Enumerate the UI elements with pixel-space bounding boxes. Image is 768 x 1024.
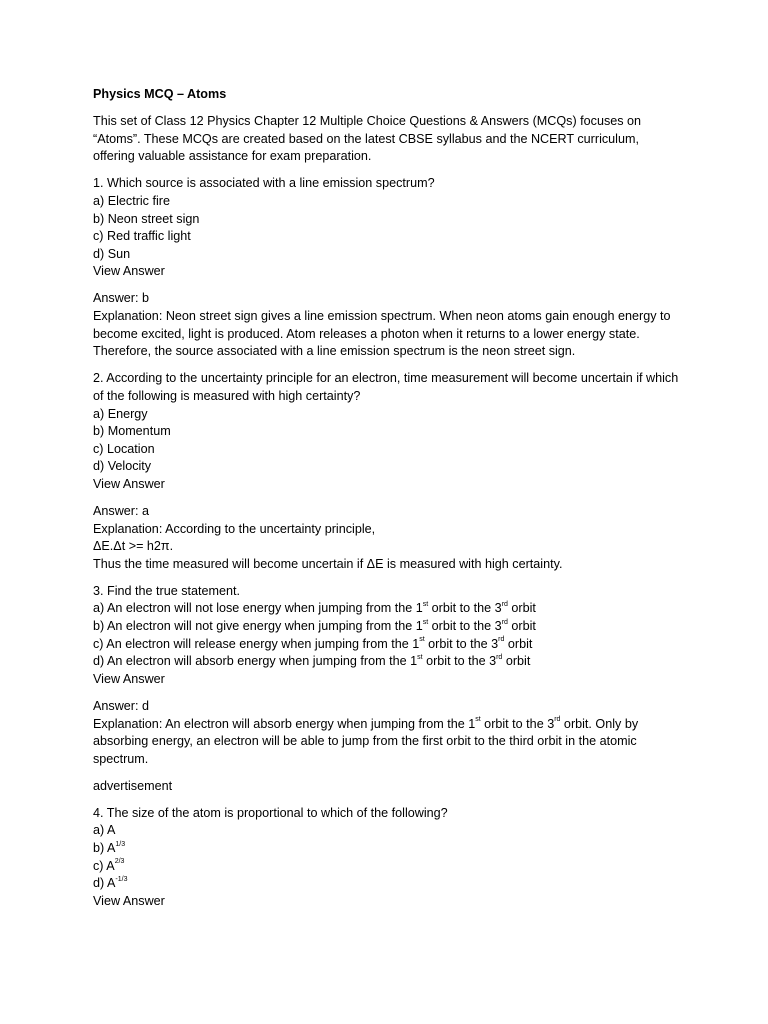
question-2-text: 2. According to the uncertainty principle for an electron, time measurement will become uncertain if which of the following is measured with high certainty? <box>93 371 679 403</box>
question-1-option-c: c) Red traffic light <box>93 229 191 244</box>
question-1-text: 1. Which source is associated with a line emission spectrum? <box>93 176 435 191</box>
option-text: orbit to the 3 <box>422 654 497 669</box>
option-text: a) A <box>93 823 116 838</box>
ordinal-superscript: rd <box>501 618 508 626</box>
advertisement-label: advertisement <box>93 778 173 793</box>
question-4-block <box>93 805 683 911</box>
question-4-text: 4. The size of the atom is proportional to which of the following? <box>93 805 448 820</box>
answer-3-text: Answer: d <box>93 698 149 713</box>
answer-2-block <box>93 503 683 573</box>
explanation-1-text: Explanation: Neon street sign gives a line emission spectrum. When neon atoms gain enough energy to become excited, light is produced. Atom releases a photon when it returns to a lower energy state. Therefore, the source associated with a line emission spectrum is the neon street sign. <box>93 309 671 359</box>
ordinal-superscript: rd <box>498 636 505 644</box>
question-4-option-a <box>93 822 683 840</box>
answer-1-text: Answer: b <box>93 291 149 306</box>
question-1-block <box>93 175 683 281</box>
document-page <box>93 86 683 910</box>
question-4-option-d <box>93 875 683 893</box>
question-3-block <box>93 583 683 689</box>
view-answer-link-4[interactable]: View Answer <box>93 893 165 908</box>
option-text: orbit <box>507 619 536 634</box>
explanation-text: orbit to the 3 <box>480 716 555 731</box>
explanation-2-line-1: Explanation: According to the uncertainty principle, <box>93 521 376 536</box>
exponent-superscript: 2/3 <box>114 858 125 866</box>
option-text: b) An electron will not give energy when jumping from the 1 <box>93 619 423 634</box>
view-answer-link-2[interactable]: View Answer <box>93 476 165 491</box>
question-3-option-b <box>93 618 683 636</box>
intro-paragraph: This set of Class 12 Physics Chapter 12 Multiple Choice Questions & Answers (MCQs) focuses on “Atoms”. These MCQs are created based on the latest CBSE syllabus and the NCERT curriculum, offering valuable assistance for exam preparation. <box>93 114 642 164</box>
view-answer-link-1[interactable]: View Answer <box>93 264 165 279</box>
ordinal-superscript: rd <box>496 654 503 662</box>
question-1-option-d: d) Sun <box>93 246 131 261</box>
question-4-option-b <box>93 840 683 858</box>
question-1-option-a: a) Electric fire <box>93 193 170 208</box>
option-text: orbit to the 3 <box>428 601 502 616</box>
question-3-option-a <box>93 600 683 618</box>
question-2-option-b: b) Momentum <box>93 424 171 439</box>
option-text: orbit to the 3 <box>424 636 499 651</box>
ordinal-superscript: st <box>422 601 429 609</box>
question-4-option-c <box>93 858 683 876</box>
option-text: orbit <box>504 636 533 651</box>
ordinal-superscript: rd <box>501 601 508 609</box>
ordinal-superscript: st <box>422 618 429 626</box>
answer-2-text: Answer: a <box>93 503 149 518</box>
view-answer-link-3[interactable]: View Answer <box>93 671 165 686</box>
option-text: orbit to the 3 <box>428 619 502 634</box>
page-title: Physics MCQ – Atoms <box>93 87 227 101</box>
ordinal-superscript: st <box>417 654 423 662</box>
exponent-superscript: -1/3 <box>115 876 128 884</box>
question-1-option-b: b) Neon street sign <box>93 211 200 226</box>
question-2-block <box>93 370 683 493</box>
explanation-2-line-3: Thus the time measured will become uncertain if ΔE is measured with high certainty. <box>93 556 563 571</box>
option-text: c) A <box>93 858 115 873</box>
ordinal-superscript: st <box>475 716 481 724</box>
ordinal-superscript: rd <box>554 716 561 724</box>
answer-3-block <box>93 698 683 768</box>
ordinal-superscript: st <box>419 636 425 644</box>
option-text: orbit <box>502 654 531 669</box>
option-text: a) An electron will not lose energy when jumping from the 1 <box>93 601 423 616</box>
question-3-option-c <box>93 636 683 654</box>
question-2-option-d: d) Velocity <box>93 459 152 474</box>
explanation-2-formula: ΔE.Δt >= h2π. <box>93 539 174 554</box>
option-text: d) An electron will absorb energy when jumping from the 1 <box>93 654 418 669</box>
explanation-text: Explanation: An electron will absorb energy when jumping from the 1 <box>93 716 476 731</box>
answer-1-block <box>93 290 683 360</box>
option-text: c) An electron will release energy when jumping from the 1 <box>93 636 420 651</box>
question-2-option-c: c) Location <box>93 441 155 456</box>
option-text: b) A <box>93 841 116 856</box>
exponent-superscript: 1/3 <box>115 840 126 848</box>
question-2-option-a: a) Energy <box>93 406 148 421</box>
explanation-text: orbit. Only by absorbing energy, an electron will be able to jump from the first orbit to the third orbit in the atomic spectrum. <box>93 716 639 766</box>
explanation-3-text <box>93 716 683 769</box>
question-3-text: 3. Find the true statement. <box>93 583 241 598</box>
option-text: d) A <box>93 876 116 891</box>
question-3-option-d <box>93 653 683 671</box>
option-text: orbit <box>507 601 536 616</box>
